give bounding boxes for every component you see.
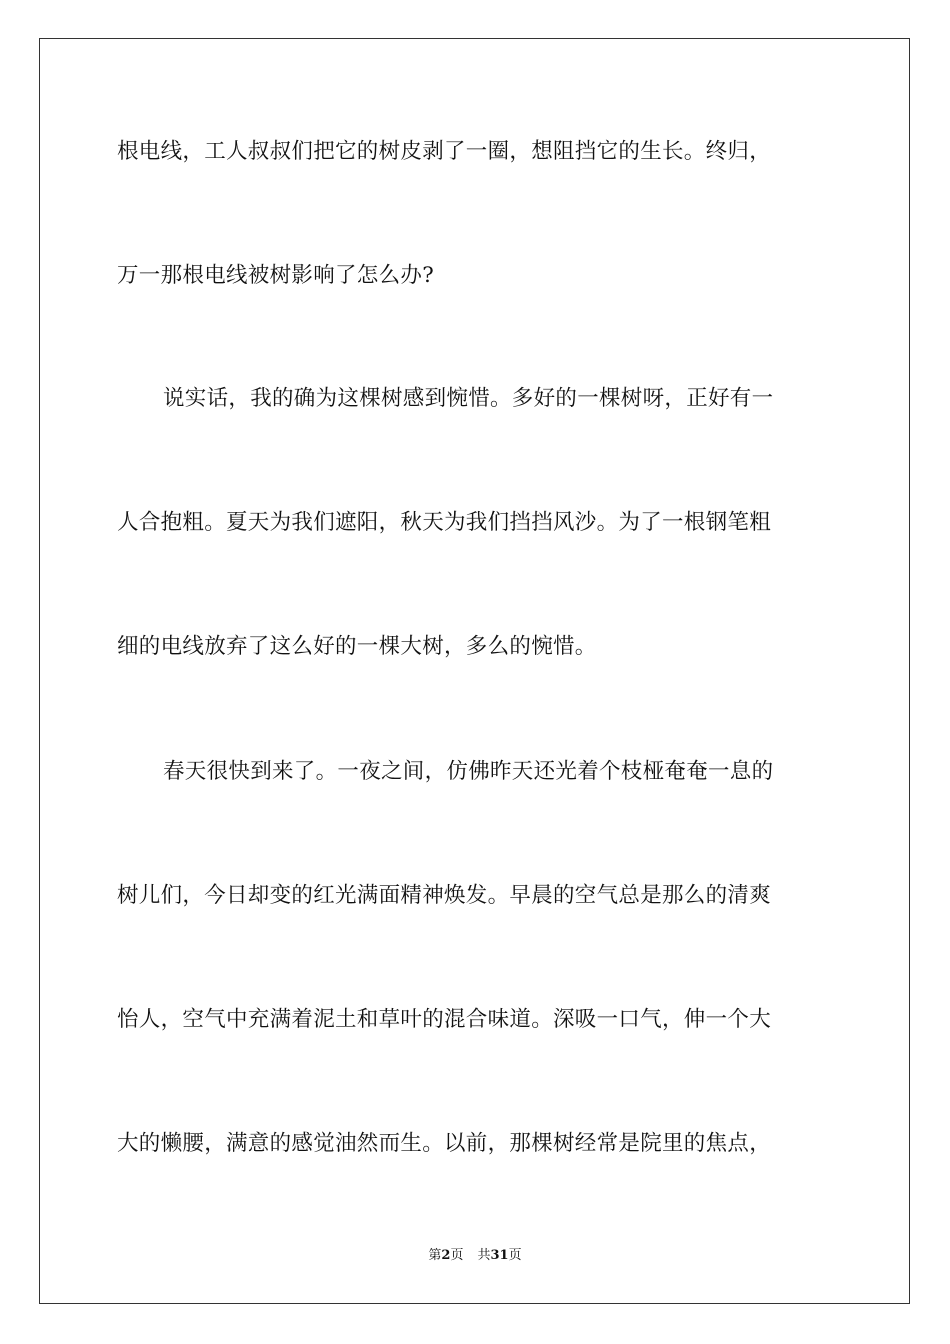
page-frame	[39, 38, 910, 1304]
text-line-1: 根电线，工人叔叔们把它的树皮剥了一圈，想阻挡它的生长。终归，	[117, 139, 772, 164]
page-suffix: 页	[450, 1248, 464, 1263]
page-prefix: 第	[428, 1248, 442, 1263]
page-number: 2	[441, 1248, 451, 1263]
text-line-6: 春天很快到来了。一夜之间，仿佛昨天还光着个枝桠奄奄一息的	[163, 759, 774, 784]
total-suffix: 页	[508, 1248, 522, 1263]
total-pages: 31	[490, 1248, 509, 1263]
total-prefix: 共	[477, 1248, 491, 1263]
text-line-5: 细的电线放弃了这么好的一棵大树，多么的惋惜。	[117, 634, 597, 659]
text-line-3: 说实话，我的确为这棵树感到惋惜。多好的一棵树呀，正好有一	[163, 386, 774, 411]
text-line-8: 怡人，空气中充满着泥土和草叶的混合味道。深吸一口气，伸一个大	[117, 1007, 772, 1032]
page-footer	[0, 1247, 950, 1265]
text-line-9: 大的懒腰，满意的感觉油然而生。以前，那棵树经常是院里的焦点，	[117, 1131, 772, 1156]
text-line-2: 万一那根电线被树影响了怎么办?	[117, 263, 435, 288]
text-line-4: 人合抱粗。夏天为我们遮阳，秋天为我们挡挡风沙。为了一根钢笔粗	[117, 510, 772, 535]
text-line-7: 树儿们，今日却变的红光满面精神焕发。早晨的空气总是那么的清爽	[117, 883, 772, 908]
